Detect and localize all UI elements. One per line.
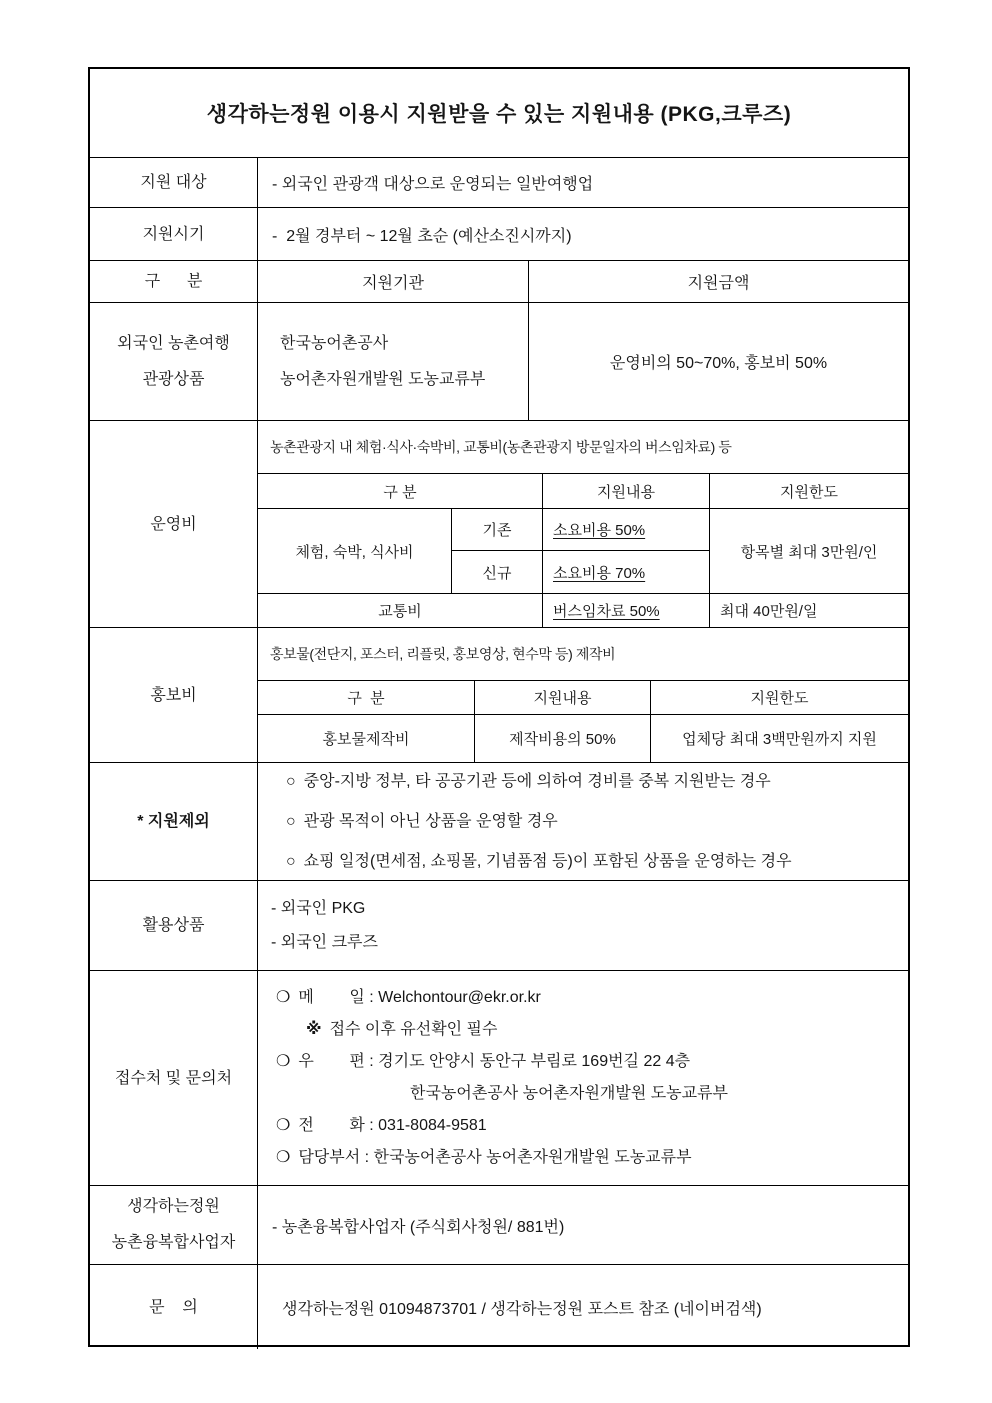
label-tour-product-line2: 관광상품 — [142, 370, 205, 388]
contact-details — [257, 971, 908, 1185]
row-business-operator — [90, 1185, 908, 1264]
promotion-item: 홍보물제작비 — [258, 714, 474, 762]
contact-mail-line2 — [410, 1083, 728, 1105]
exclusion-item-text: 쇼핑 일정(면세점, 쇼핑몰, 기념품점 등)이 포함된 상품을 운영하는 경우 — [303, 852, 792, 870]
label-tour-product-line1: 외국인 농촌여행 — [117, 334, 230, 352]
exclusion-item-text: 중앙-지방 정부, 타 공공기관 등에 의하여 경비를 중복 지원받는 경우 — [303, 772, 771, 790]
label-business-operator — [90, 1186, 257, 1264]
label-inquiry: 문 의 — [149, 1298, 198, 1316]
contact-phone-label: 전 화 : — [298, 1117, 379, 1134]
row-promotion-cost — [90, 627, 908, 762]
label-exclusion: * 지원제외 — [137, 813, 210, 830]
circle-bullet-icon: ❍ — [276, 1149, 291, 1166]
title-row — [90, 69, 908, 157]
contact-note-line — [306, 1019, 497, 1041]
label-business-line1: 생각하는정원 — [127, 1198, 220, 1215]
products-used-list — [257, 881, 908, 970]
agency-line2: 농어촌자원개발원 도농교류부 — [280, 370, 486, 388]
contact-email-label: 메 일 : — [298, 989, 379, 1006]
circle-bullet-icon: ○ — [286, 852, 296, 870]
reference-mark-icon: ※ — [306, 1021, 322, 1038]
contact-phone-line — [276, 1115, 487, 1137]
circle-bullet-icon: ❍ — [276, 989, 291, 1006]
promotion-header-limit: 지원한도 — [650, 680, 908, 714]
agency-line1: 한국농어촌공사 — [280, 334, 389, 352]
support-info-table — [88, 67, 910, 1347]
circle-bullet-icon: ○ — [286, 772, 296, 790]
promotion-header-division: 구 분 — [258, 680, 474, 714]
exclusion-item — [286, 802, 558, 842]
row-inquiry — [90, 1264, 908, 1349]
operating-transport-label: 교통비 — [258, 593, 542, 627]
operating-category: 체험, 숙박, 식사비 — [258, 508, 451, 593]
contact-mail-address2: 한국농어촌공사 농어촌자원개발원 도농교류부 — [410, 1085, 729, 1102]
operating-cost-subtable — [257, 421, 908, 627]
row-support-period — [90, 207, 908, 260]
value-business-operator: - 농촌융복합사업자 (주식회사청원/ 881번) — [257, 1186, 908, 1264]
promotion-limit: 업체당 최대 3백만원까지 지원 — [650, 714, 908, 762]
label-promotion-cost: 홍보비 — [150, 686, 197, 704]
row-contact — [90, 970, 908, 1185]
row-products-used — [90, 880, 908, 970]
circle-bullet-icon: ○ — [286, 812, 296, 830]
header-support-org: 지원기관 — [257, 261, 528, 302]
promotion-content: 제작비용의 50% — [474, 714, 650, 762]
operating-transport-value: 버스임차료 50% — [542, 593, 709, 627]
contact-mail-label: 우 편 : — [298, 1053, 379, 1070]
operating-header-limit: 지원한도 — [709, 473, 908, 508]
label-support-target: 지원 대상 — [140, 174, 207, 191]
row-exclusion — [90, 762, 908, 880]
operating-transport-limit: 최대 40만원/일 — [709, 593, 908, 627]
products-used-item: - 외국인 크루즈 — [271, 933, 378, 951]
label-business-line2: 농촌융복합사업자 — [111, 1234, 236, 1251]
contact-mail-address1: 경기도 안양시 동안구 부림로 169번길 22 4층 — [378, 1053, 691, 1070]
value-support-target: - 외국인 관광객 대상으로 운영되는 일반여행업 — [257, 158, 908, 207]
operating-new-value: 소요비용 70% — [542, 550, 709, 593]
promotion-cost-subtable — [257, 628, 908, 762]
contact-mail-line — [276, 1051, 690, 1073]
operating-desc: 농촌관광지 내 체험·식사·숙박비, 교통비(농촌관광지 방문일자의 버스임차료) 등 — [270, 439, 732, 455]
circle-bullet-icon: ❍ — [276, 1117, 291, 1134]
operating-existing-value: 소요비용 50% — [542, 508, 709, 550]
value-inquiry: 생각하는정원 01094873701 / 생각하는정원 포스트 참조 (네이버검색) — [257, 1265, 908, 1349]
promotion-desc: 홍보물(전단지, 포스터, 리플릿, 홍보영상, 현수막 등) 제작비 — [270, 646, 616, 662]
row-operating-cost — [90, 420, 908, 627]
row-tour-product — [90, 302, 908, 420]
operating-header-content: 지원내용 — [542, 473, 709, 508]
contact-dept-label: 담당부서 : — [298, 1149, 374, 1166]
label-contact: 접수처 및 문의처 — [114, 1069, 233, 1087]
page-title: 생각하는정원 이용시 지원받을 수 있는 지원내용 (PKG,크루즈) — [206, 103, 792, 126]
header-division: 구 분 — [144, 273, 203, 290]
operating-existing-label: 기존 — [451, 508, 542, 550]
exclusion-item — [286, 842, 792, 882]
exclusion-list — [257, 763, 908, 880]
products-used-item: - 외국인 PKG — [271, 899, 366, 917]
operating-per-item-limit: 항목별 최대 3만원/인 — [709, 508, 908, 593]
promotion-header-content: 지원내용 — [474, 680, 650, 714]
contact-email-value: Welchontour@ekr.or.kr — [378, 989, 541, 1006]
label-operating-cost: 운영비 — [150, 515, 197, 533]
header-support-amount: 지원금액 — [528, 261, 908, 302]
operating-header-division: 구 분 — [258, 473, 542, 508]
circle-bullet-icon: ❍ — [276, 1053, 291, 1070]
label-support-period: 지원시기 — [142, 225, 205, 243]
exclusion-item-text: 관광 목적이 아닌 상품을 운영할 경우 — [303, 812, 558, 830]
row-division-header — [90, 260, 908, 302]
label-products-used: 활용상품 — [142, 917, 205, 934]
operating-new-label: 신규 — [451, 550, 542, 593]
value-support-amount: 운영비의 50~70%, 홍보비 50% — [528, 303, 908, 420]
row-support-target — [90, 157, 908, 207]
exclusion-item — [286, 762, 771, 802]
contact-phone-value: 031-8084-9581 — [378, 1117, 487, 1134]
value-support-period: - 2월 경부터 ~ 12월 초순 (예산소진시까지) — [257, 208, 908, 260]
contact-email-line — [276, 987, 541, 1009]
contact-dept-line — [276, 1147, 692, 1169]
label-tour-product — [90, 303, 257, 420]
contact-note-text: 접수 이후 유선확인 필수 — [329, 1021, 498, 1038]
contact-dept-value: 한국농어촌공사 농어촌자원개발원 도농교류부 — [373, 1149, 692, 1166]
value-support-agency — [257, 303, 528, 420]
